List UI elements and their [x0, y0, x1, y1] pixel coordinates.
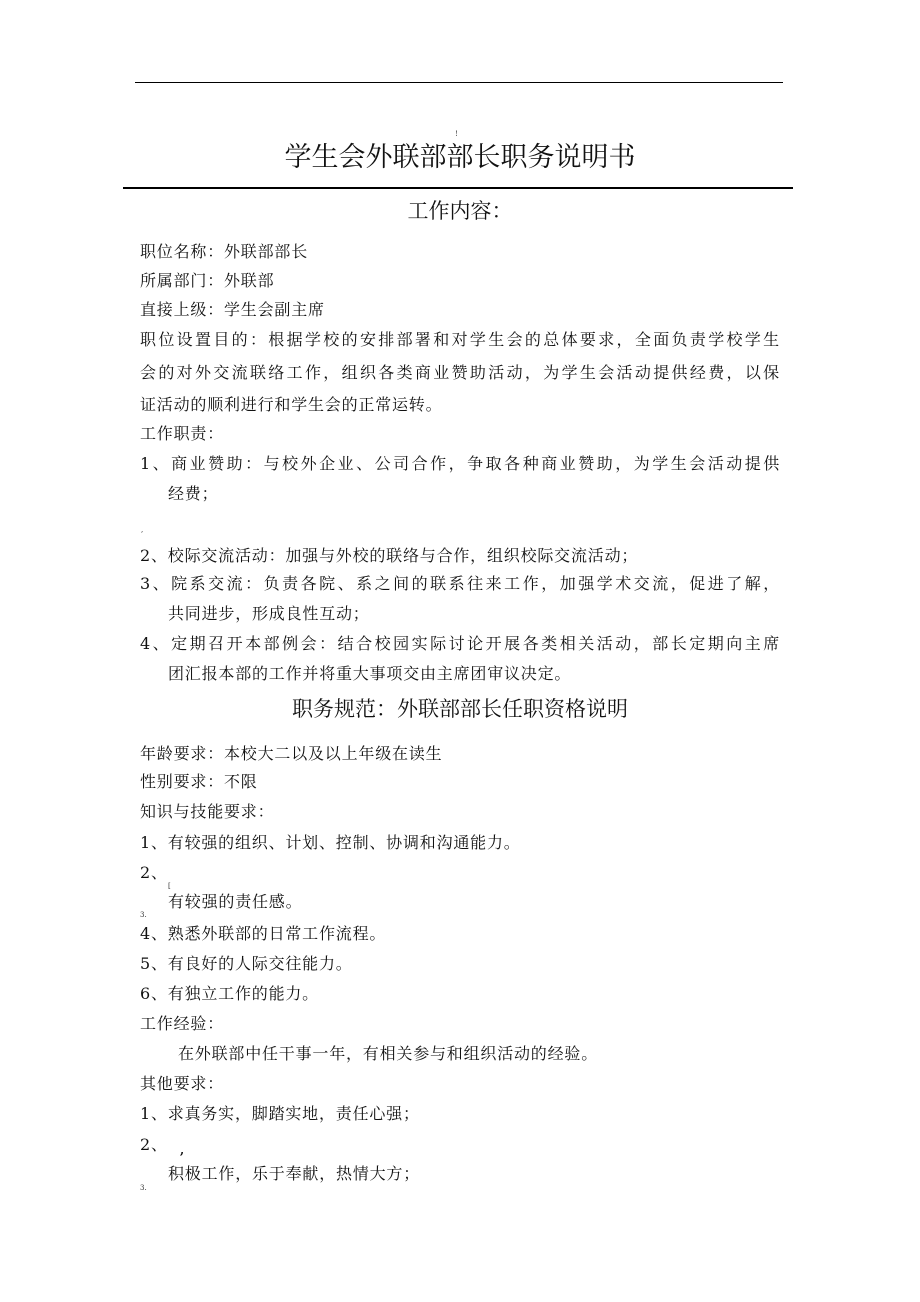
skill-item-number: 2、 [140, 863, 168, 882]
skill-item: 1、有较强的组织、计划、控制、协调和沟通能力。 [140, 833, 521, 852]
other-item: 1、求真务实，脚踏实地，责任心强； [140, 1104, 420, 1123]
other-item-number: 2、 [140, 1135, 168, 1154]
duty-2-line-1: 2、校际交流活动：加强与外校的联络与合作，组织校际交流活动； [140, 546, 639, 565]
duty-4-line-2: 团汇报本部的工作并将重大事项交由主席团审议决定。 [168, 664, 572, 683]
duties-label: 工作职责： [140, 424, 225, 443]
duty-1-line-2: 经费； [168, 484, 219, 503]
age-requirement: 年龄要求：本校大二以及以上年级在读生 [140, 744, 443, 763]
experience-label: 工作经验： [140, 1014, 225, 1033]
title-underline [123, 187, 793, 189]
other-item-number: 3. [140, 1184, 147, 1192]
duty-4-line-1: 4、定期召开本部例会：结合校园实际讨论开展各类相关活动，部长定期向主席 [140, 634, 780, 653]
skill-item: 4、熟悉外联部的日常工作流程。 [140, 924, 387, 943]
duty-3-line-1: 3、院系交流：负责各院、系之间的联系往来工作，加强学术交流，促进了解， [140, 574, 780, 593]
stray-mark: [ [168, 882, 171, 890]
experience-text: 在外联部中任干事一年，有相关参与和组织活动的经验。 [178, 1044, 599, 1063]
other-label: 其他要求： [140, 1074, 225, 1093]
stray-mark: ! [455, 130, 458, 138]
purpose-line-3: 证活动的顺利进行和学生会的正常运转。 [140, 395, 443, 414]
stray-mark: , [141, 526, 144, 534]
header-rule [135, 82, 783, 83]
purpose-line-1: 职位设置目的：根据学校的安排部署和对学生会的总体要求，全面负责学校学生 [140, 330, 780, 349]
other-item: 积极工作，乐于奉献，热情大方； [168, 1164, 421, 1183]
position-name: 职位名称：外联部部长 [140, 242, 309, 261]
stray-mark: , [180, 1143, 185, 1157]
duty-3-line-2: 共同进步，形成良性互动； [168, 604, 370, 623]
gender-requirement: 性别要求：不限 [140, 772, 258, 791]
skill-item: 有较强的责任感。 [168, 892, 303, 911]
skill-item-number: 3. [140, 911, 147, 919]
department: 所属部门：外联部 [140, 271, 275, 290]
document-title: 学生会外联部部长职务说明书 [284, 142, 636, 173]
skills-label: 知识与技能要求： [140, 802, 275, 821]
section-heading-spec: 职务规范：外联部部长任职资格说明 [292, 697, 628, 721]
section-heading-work: 工作内容： [407, 199, 513, 223]
skill-item: 6、有独立工作的能力。 [140, 984, 319, 1003]
purpose-line-2: 会的对外交流联络工作，组织各类商业赞助活动，为学生会活动提供经费，以保 [140, 363, 780, 382]
skill-item: 5、有良好的人际交往能力。 [140, 954, 353, 973]
duty-1-line-1: 1、商业赞助：与校外企业、公司合作，争取各种商业赞助，为学生会活动提供 [140, 454, 780, 473]
superior: 直接上级：学生会副主席 [140, 300, 325, 319]
